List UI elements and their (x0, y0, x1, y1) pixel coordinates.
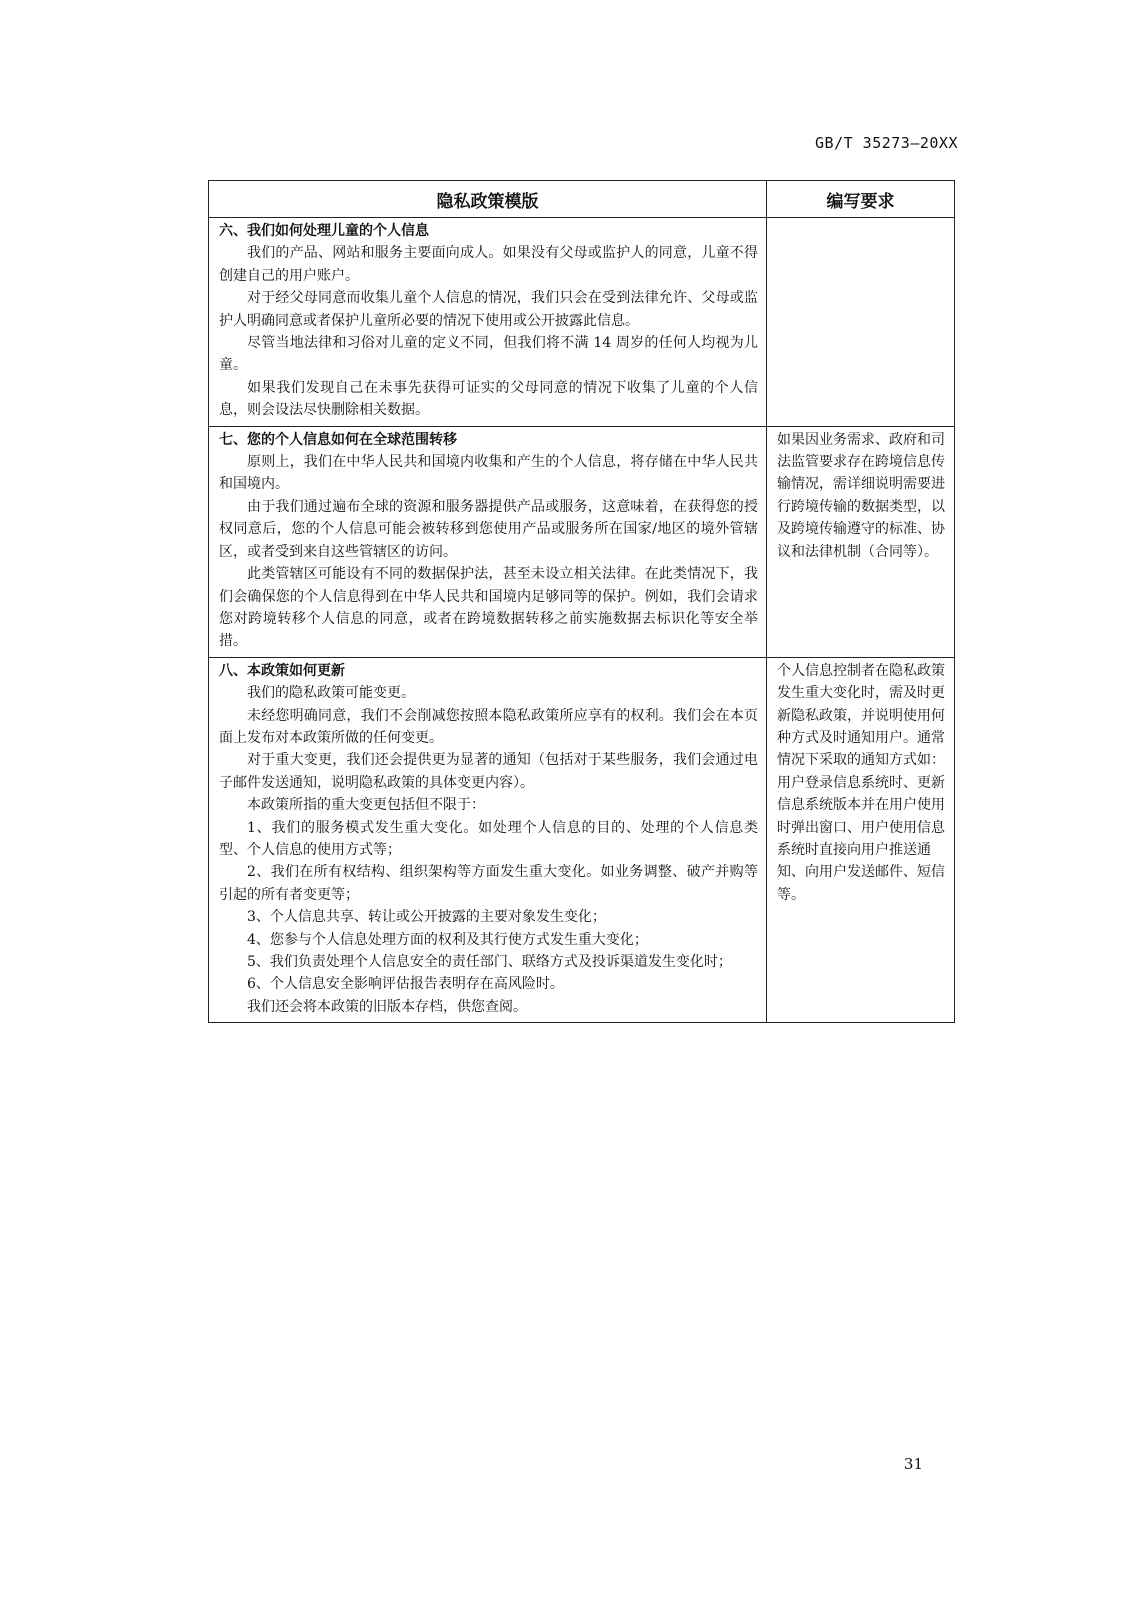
section-8-content (209, 657, 767, 1023)
section-6-content (209, 218, 767, 427)
section-6-paragraph: 如果我们发现自己在未事先获得可证实的父母同意的情况下收集了儿童的个人信息，则会设法尽快删除相关数据。 (219, 379, 758, 419)
section-7-content (209, 426, 767, 657)
column-header-template: 隐私政策模版 (209, 181, 767, 218)
section-7-paragraph: 原则上，我们在中华人民共和国境内收集和产生的个人信息，将存储在中华人民共和国境内。 (219, 454, 758, 493)
section-7-paragraph: 此类管辖区可能设有不同的数据保护法，甚至未设立相关法律。在此类情况下，我们会确保您的个人信息得到在中华人民共和国境内足够同等的保护。例如，我们会请求您对跨境转移个人信息的同意，或者在跨境数据转移之前实施数据去标识化等安全举措。 (219, 566, 758, 650)
section-8-requirement: 个人信息控制者在隐私政策发生重大变化时，需及时更新隐私政策，并说明使用何种方式及时通知用户。通常情况下采取的通知方式如：用户登录信息系统时、更新信息系统版本并在用户使用时弹出窗口、用户使用信息系统时直接向用户推送通知、向用户发送邮件、短信等。 (767, 657, 955, 1023)
section-8-paragraph: 未经您明确同意，我们不会削减您按照本隐私政策所应享有的权利。我们会在本页面上发布对本政策所做的任何变更。 (219, 707, 758, 746)
section-7-paragraph: 由于我们通过遍布全球的资源和服务器提供产品或服务，这意味着，在获得您的授权同意后，您的个人信息可能会被转移到您使用产品或服务所在国家/地区的境外管辖区，或者受到来自这些管辖区的访问。 (219, 498, 758, 560)
section-6-paragraph: 我们的产品、网站和服务主要面向成人。如果没有父母或监护人的同意，儿童不得创建自己的用户账户。 (219, 245, 758, 284)
section-6-requirement (767, 218, 955, 427)
section-6-title: 六、我们如何处理儿童的个人信息 (219, 223, 429, 239)
standard-code: GB/T 35273—20XX (815, 134, 958, 152)
section-8-paragraph: 对于重大变更，我们还会提供更为显著的通知（包括对于某些服务，我们会通过电子邮件发送通知，说明隐私政策的具体变更内容）。 (219, 752, 758, 791)
privacy-policy-table (208, 180, 955, 1023)
table-row-section-8 (209, 657, 955, 1023)
section-8-list-item: 2、我们在所有权结构、组织架构等方面发生重大变化。如业务调整、破产并购等引起的所有者变更等； (219, 864, 758, 903)
section-6-paragraph: 尽管当地法律和习俗对儿童的定义不同，但我们将不满 14 周岁的任何人均视为儿童。 (219, 335, 758, 374)
column-header-requirements: 编写要求 (767, 181, 955, 218)
page-number: 31 (903, 1455, 923, 1473)
section-8-list-item: 3、个人信息共享、转让或公开披露的主要对象发生变化； (247, 909, 606, 926)
section-8-paragraph: 本政策所指的重大变更包括但不限于： (247, 797, 485, 814)
table-row-section-7 (209, 426, 955, 657)
table-header-row (209, 181, 955, 218)
section-8-list-item: 6、个人信息安全影响评估报告表明存在高风险时。 (247, 976, 564, 993)
section-8-title: 八、本政策如何更新 (219, 662, 345, 679)
section-6-paragraph: 对于经父母同意而收集儿童个人信息的情况，我们只会在受到法律允许、父母或监护人明确同意或者保护儿童所必要的情况下使用或公开披露此信息。 (219, 290, 758, 329)
section-7-title: 七、您的个人信息如何在全球范围转移 (219, 431, 457, 448)
section-7-requirement: 如果因业务需求、政府和司法监管要求存在跨境信息传输情况，需详细说明需要进行跨境传输的数据类型，以及跨境传输遵守的标准、协议和法律机制（合同等）。 (767, 426, 955, 657)
section-8-list-item: 4、您参与个人信息处理方面的权利及其行使方式发生重大变化； (247, 931, 648, 948)
section-8-paragraph: 我们的隐私政策可能变更。 (247, 685, 415, 702)
section-8-paragraph: 我们还会将本政策的旧版本存档，供您查阅。 (247, 998, 527, 1015)
section-8-list-item: 5、我们负责处理个人信息安全的责任部门、联络方式及投诉渠道发生变化时； (247, 954, 732, 970)
section-8-list-item: 1、我们的服务模式发生重大变化。如处理个人信息的目的、处理的个人信息类型、个人信息的使用方式等； (219, 819, 758, 858)
table-row-section-6 (209, 218, 955, 427)
